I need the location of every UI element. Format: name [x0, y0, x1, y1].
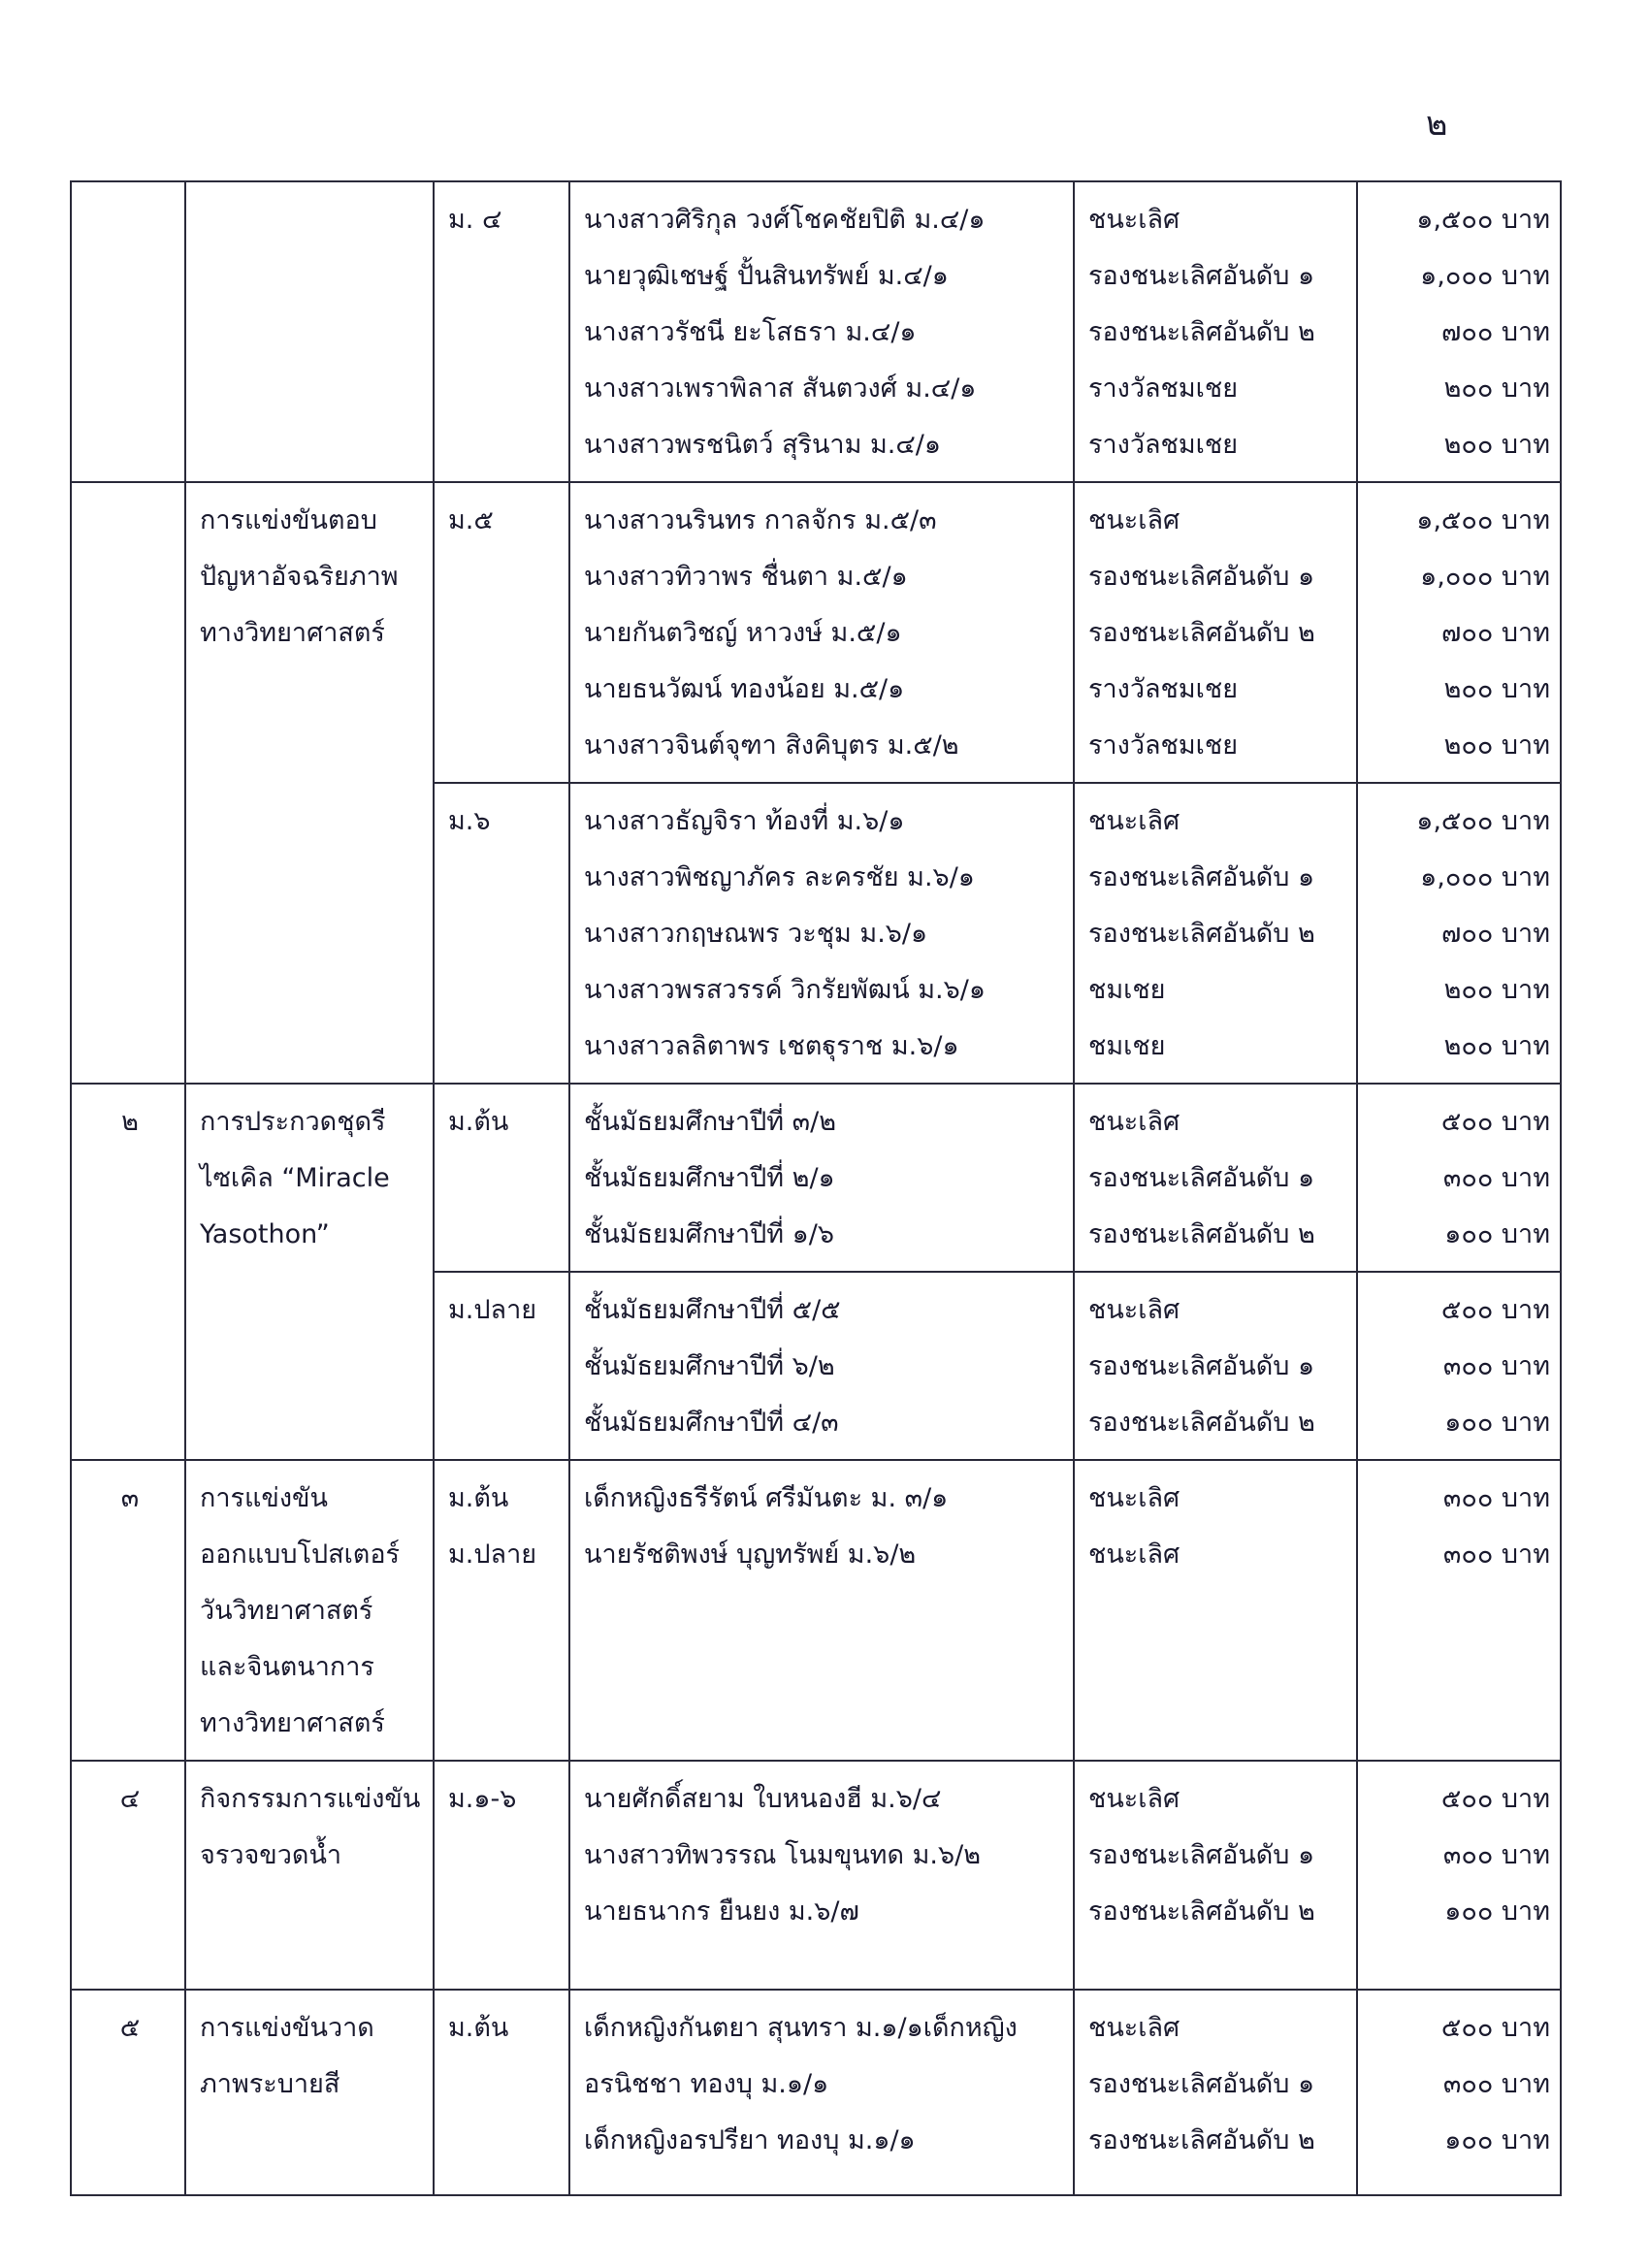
winner-names-line: นางสาวรัชนี ยะโสธรา ม.๔/๑: [584, 317, 917, 347]
grade-level-line: ม.๑-๖: [448, 1784, 517, 1814]
item-number: [71, 181, 185, 482]
prize-amounts-line: ๑,๐๐๐ บาท: [1420, 261, 1550, 291]
table-row: [71, 1990, 1561, 2195]
winner-names-line: นายธนากร ยืนยง ม.๖/๗: [584, 1896, 859, 1927]
winner-names-line: นางสาวพิชญาภัคร ละครชัย ม.๖/๑: [584, 862, 975, 892]
prize-amounts: [1357, 1990, 1561, 2195]
grade-level-line: ม.ต้น: [448, 1107, 509, 1137]
award-titles-line: รองชนะเลิศอันดับ ๑: [1088, 1351, 1315, 1381]
activity-name-line: ทางวิทยาศาสตร์: [200, 1708, 385, 1738]
award-titles-line: รางวัลชมเชย: [1088, 730, 1239, 761]
grade-level: [434, 1272, 569, 1460]
prize-amounts-line: ๑,๕๐๐ บาท: [1416, 205, 1550, 235]
award-titles: [1074, 1272, 1357, 1460]
item-number: ๕: [71, 1990, 185, 2195]
prize-amounts-line: ๗๐๐ บาท: [1441, 317, 1550, 347]
activity-name-line: การประกวดชุดรี: [200, 1107, 386, 1137]
winner-names: [569, 482, 1074, 783]
winner-names-line: เด็กหญิงกันตยา สุนทรา ม.๑/๑เด็กหญิง: [584, 2013, 1018, 2043]
award-titles-line: ชนะเลิศ: [1088, 1483, 1180, 1513]
table-row: [71, 1761, 1561, 1990]
activity-name-line: กิจกรรมการแข่งขัน: [200, 1784, 421, 1814]
activity-name-line: การแข่งขัน: [200, 1483, 328, 1513]
prize-amounts-line: ๑,๕๐๐ บาท: [1416, 505, 1550, 535]
winner-names-line: นางสาวกฤษณพร วะชุม ม.๖/๑: [584, 919, 928, 949]
item-number: ๒: [71, 1084, 185, 1460]
prize-amounts-line: ๑๐๐ บาท: [1444, 1408, 1550, 1438]
award-titles-line: รองชนะเลิศอันดับ ๒: [1088, 618, 1315, 648]
results-table: [70, 180, 1562, 2196]
activity-name: [185, 482, 434, 1084]
grade-level-line: ม.๖: [448, 806, 491, 836]
grade-level: [434, 783, 569, 1084]
prize-amounts-line: ๑,๐๐๐ บาท: [1420, 562, 1550, 592]
item-number: [71, 482, 185, 1084]
award-titles-line: ชนะเลิศ: [1088, 505, 1180, 535]
award-titles-line: รองชนะเลิศอันดับ ๒: [1088, 2125, 1315, 2155]
winner-names: [569, 1761, 1074, 1990]
prize-amounts-line: ๓๐๐ บาท: [1442, 1483, 1550, 1513]
winner-names-line: นางสาวพรชนิตว์ สุรินาม ม.๔/๑: [584, 430, 941, 460]
winner-names-line: นางสาวศิริกุล วงศ์โชคชัยปิติ ม.๔/๑: [584, 205, 986, 235]
prize-amounts-line: ๒๐๐ บาท: [1443, 430, 1550, 460]
prize-amounts: [1357, 783, 1561, 1084]
winner-names-line: เด็กหญิงธรีรัตน์ ศรีมันตะ ม. ๓/๑: [584, 1483, 949, 1513]
award-titles-line: รองชนะเลิศอันดับ ๒: [1088, 1219, 1315, 1249]
winner-names-line: เด็กหญิงอรปรียา ทองบุ ม.๑/๑: [584, 2125, 916, 2155]
award-titles-line: รองชนะเลิศอันดับ ๑: [1088, 261, 1315, 291]
grade-level: [434, 1460, 569, 1761]
award-titles-line: ชนะเลิศ: [1088, 1784, 1180, 1814]
winner-names-line: นายศักดิ์สยาม ใบหนองฮี ม.๖/๔: [584, 1784, 942, 1814]
prize-amounts: [1357, 1761, 1561, 1990]
table-row: [71, 482, 1561, 783]
award-titles-line: รองชนะเลิศอันดับ ๑: [1088, 562, 1315, 592]
winner-names: [569, 181, 1074, 482]
activity-name-line: การแข่งขันวาด: [200, 2013, 374, 2043]
prize-amounts: [1357, 1272, 1561, 1460]
activity-name-line: จรวจขวดน้ำ: [200, 1840, 342, 1870]
award-titles: [1074, 1990, 1357, 2195]
winner-names-line: ชั้นมัธยมศึกษาปีที่ ๕/๕: [584, 1295, 841, 1325]
winner-names-line: นางสาวทิพวรรณ โนมขุนทด ม.๖/๒: [584, 1840, 981, 1870]
award-titles-line: รางวัลชมเชย: [1088, 373, 1239, 404]
award-titles: [1074, 482, 1357, 783]
award-titles: [1074, 1084, 1357, 1272]
table-row: [71, 181, 1561, 482]
prize-amounts-line: ๓๐๐ บาท: [1442, 1351, 1550, 1381]
award-titles-line: รองชนะเลิศอันดับ ๒: [1088, 1408, 1315, 1438]
page-number: ๒: [1426, 105, 1448, 144]
prize-amounts-line: ๒๐๐ บาท: [1443, 373, 1550, 404]
winner-names-line: นายกันตวิชญ์ หาวงษ์ ม.๕/๑: [584, 618, 902, 648]
prize-amounts-line: ๑๐๐ บาท: [1444, 1219, 1550, 1249]
table-row: [71, 1460, 1561, 1761]
prize-amounts-line: ๒๐๐ บาท: [1443, 674, 1550, 704]
award-titles-line: รองชนะเลิศอันดับ ๑: [1088, 862, 1315, 892]
activity-name-line: และจินตนาการ: [200, 1652, 374, 1682]
award-titles-line: รองชนะเลิศอันดับ ๑: [1088, 2069, 1315, 2099]
activity-name: [185, 1084, 434, 1460]
winner-names-line: นายธนวัฒน์ ทองน้อย ม.๕/๑: [584, 674, 905, 704]
winner-names-line: นางสาวเพราพิลาส สันตวงศ์ ม.๔/๑: [584, 373, 977, 404]
winner-names-line: นายรัชติพงษ์ บุญทรัพย์ ม.๖/๒: [584, 1539, 917, 1570]
award-titles-line: ชมเชย: [1088, 1031, 1166, 1061]
grade-level-line: ม.๕: [448, 505, 494, 535]
winner-names-line: นางสาวจินต์จุฑา สิงคิบุตร ม.๕/๒: [584, 730, 959, 761]
winner-names: [569, 783, 1074, 1084]
award-titles: [1074, 783, 1357, 1084]
activity-name-line: ออกแบบโปสเตอร์: [200, 1539, 401, 1570]
grade-level-line: ม.ต้น: [448, 2013, 509, 2043]
award-titles-line: ชนะเลิศ: [1088, 1295, 1180, 1325]
grade-level: [434, 181, 569, 482]
grade-level-line: ม. ๔: [448, 205, 502, 235]
winner-names: [569, 1272, 1074, 1460]
activity-name-line: ไซเคิล “Miracle: [200, 1163, 390, 1193]
prize-amounts: [1357, 482, 1561, 783]
grade-level-line: ม.ปลาย: [448, 1539, 537, 1570]
prize-amounts-line: ๕๐๐ บาท: [1440, 1295, 1550, 1325]
award-titles-line: ชนะเลิศ: [1088, 1107, 1180, 1137]
prize-amounts-line: ๓๐๐ บาท: [1442, 1163, 1550, 1193]
award-titles-line: รางวัลชมเชย: [1088, 430, 1239, 460]
item-number: ๔: [71, 1761, 185, 1990]
award-titles-line: ชมเชย: [1088, 975, 1166, 1005]
award-titles: [1074, 181, 1357, 482]
activity-name-line: ทางวิทยาศาสตร์: [200, 618, 385, 648]
prize-amounts-line: ๗๐๐ บาท: [1441, 618, 1550, 648]
grade-level-line: ม.ต้น: [448, 1483, 509, 1513]
prize-amounts-line: ๑,๕๐๐ บาท: [1416, 806, 1550, 836]
award-titles-line: รองชนะเลิศอันดับ ๑: [1088, 1163, 1315, 1193]
award-titles-line: ชนะเลิศ: [1088, 806, 1180, 836]
award-titles-line: รองชนะเลิศอันดับ ๒: [1088, 1896, 1315, 1927]
prize-amounts: [1357, 1460, 1561, 1761]
prize-amounts-line: ๒๐๐ บาท: [1443, 975, 1550, 1005]
award-titles-line: ชนะเลิศ: [1088, 2013, 1180, 2043]
winner-names-line: นางสาวนรินทร กาลจักร ม.๕/๓: [584, 505, 937, 535]
award-titles-line: ชนะเลิศ: [1088, 205, 1180, 235]
prize-amounts-line: ๒๐๐ บาท: [1443, 730, 1550, 761]
prize-amounts-line: ๒๐๐ บาท: [1443, 1031, 1550, 1061]
activity-name-line: Yasothon”: [200, 1219, 330, 1249]
grade-level: [434, 1084, 569, 1272]
activity-name: [185, 1990, 434, 2195]
activity-name-line: การแข่งขันตอบ: [200, 505, 377, 535]
winner-names-line: นางสาวพรสวรรค์ วิกรัยพัฒน์ ม.๖/๑: [584, 975, 986, 1005]
winner-names-line: นางสาวธัญจิรา ท้องที่ ม.๖/๑: [584, 806, 905, 836]
winner-names-line: ชั้นมัธยมศึกษาปีที่ ๖/๒: [584, 1351, 835, 1381]
prize-amounts-line: ๓๐๐ บาท: [1442, 2069, 1550, 2099]
prize-amounts-line: ๕๐๐ บาท: [1440, 1784, 1550, 1814]
winner-names-line: อรนิชชา ทองบุ ม.๑/๑: [584, 2069, 829, 2099]
winner-names-line: ชั้นมัธยมศึกษาปีที่ ๓/๒: [584, 1107, 836, 1137]
award-titles-line: รองชนะเลิศอันดับ ๒: [1088, 317, 1315, 347]
prize-amounts-line: ๗๐๐ บาท: [1441, 919, 1550, 949]
prize-amounts: [1357, 1084, 1561, 1272]
activity-name: [185, 181, 434, 482]
grade-level-line: ม.ปลาย: [448, 1295, 537, 1325]
prize-amounts-line: ๓๐๐ บาท: [1442, 1539, 1550, 1570]
winner-names-line: นางสาวลลิตาพร เชตฐุราช ม.๖/๑: [584, 1031, 959, 1061]
results-table-body: [71, 181, 1561, 2195]
grade-level: [434, 1990, 569, 2195]
winner-names-line: นายวุฒิเชษฐ์ ปั้นสินทรัพย์ ม.๔/๑: [584, 261, 949, 291]
winner-names-line: ชั้นมัธยมศึกษาปีที่ ๔/๓: [584, 1408, 839, 1438]
award-titles-line: รองชนะเลิศอันดับ ๑: [1088, 1840, 1315, 1870]
winner-names-line: ชั้นมัธยมศึกษาปีที่ ๑/๖: [584, 1219, 835, 1249]
table-row: [71, 1084, 1561, 1272]
award-titles-line: รางวัลชมเชย: [1088, 674, 1239, 704]
winner-names: [569, 1990, 1074, 2195]
prize-amounts-line: ๑,๐๐๐ บาท: [1420, 862, 1550, 892]
prize-amounts-line: ๕๐๐ บาท: [1440, 2013, 1550, 2043]
activity-name: [185, 1460, 434, 1761]
grade-level: [434, 1761, 569, 1990]
prize-amounts-line: ๑๐๐ บาท: [1444, 1896, 1550, 1927]
item-number: ๓: [71, 1460, 185, 1761]
award-titles: [1074, 1460, 1357, 1761]
prize-amounts-line: ๑๐๐ บาท: [1444, 2125, 1550, 2155]
grade-level: [434, 482, 569, 783]
prize-amounts: [1357, 181, 1561, 482]
activity-name-line: ภาพระบายสี: [200, 2069, 340, 2099]
winner-names-line: ชั้นมัธยมศึกษาปีที่ ๒/๑: [584, 1163, 835, 1193]
award-titles-line: ชนะเลิศ: [1088, 1539, 1180, 1570]
activity-name-line: วันวิทยาศาสตร์: [200, 1596, 373, 1626]
award-titles-line: รองชนะเลิศอันดับ ๒: [1088, 919, 1315, 949]
activity-name-line: ปัญหาอัจฉริยภาพ: [200, 562, 399, 592]
prize-amounts-line: ๕๐๐ บาท: [1440, 1107, 1550, 1137]
winner-names: [569, 1084, 1074, 1272]
activity-name: [185, 1761, 434, 1990]
winner-names: [569, 1460, 1074, 1761]
winner-names-line: นางสาวทิวาพร ชื่นตา ม.๕/๑: [584, 562, 908, 592]
award-titles: [1074, 1761, 1357, 1990]
prize-amounts-line: ๓๐๐ บาท: [1442, 1840, 1550, 1870]
